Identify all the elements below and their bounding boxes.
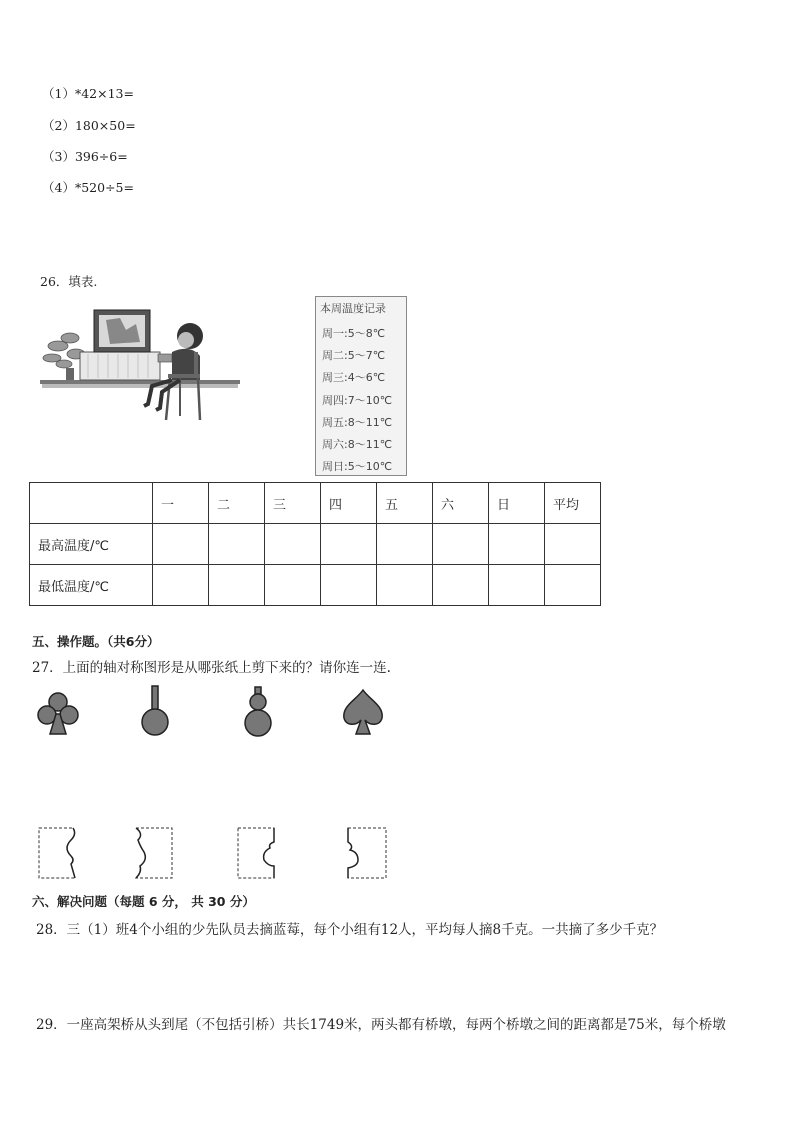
- record-line-sat: 周六:8～11℃: [322, 438, 393, 451]
- record-line-fri: 周五:8～11℃: [322, 416, 393, 429]
- paper-piece-2: [132, 826, 174, 880]
- row-label-max: 最高温度/℃: [30, 524, 153, 565]
- bulb-shape-icon: [140, 684, 170, 738]
- table-cell[interactable]: [265, 565, 321, 606]
- calc-2: （2）180×50=: [42, 118, 136, 133]
- paper-piece-1: [37, 826, 79, 880]
- record-line-thu: 周四:7～10℃: [322, 394, 393, 407]
- temperature-table: [29, 482, 601, 606]
- record-line-sun: 周日:5～10℃: [322, 460, 393, 473]
- table-cell[interactable]: [433, 524, 489, 565]
- table-header-cell: 一: [153, 483, 209, 524]
- record-line-tue: 周二:5～7℃: [322, 349, 386, 362]
- table-header-cell: 三: [265, 483, 321, 524]
- club-shape-icon: [36, 690, 80, 736]
- row-label-min: 最低温度/℃: [30, 565, 153, 606]
- record-title: 本周温度记录: [320, 302, 386, 315]
- child-watching-tv-illustration: [40, 308, 240, 424]
- q26-title: 26．填表.: [40, 274, 98, 289]
- spade-shape-icon: [340, 688, 386, 736]
- table-cell[interactable]: [209, 565, 265, 606]
- temperature-record-card: [315, 296, 407, 476]
- paper-piece-3: [236, 826, 278, 880]
- table-cell[interactable]: [489, 565, 545, 606]
- table-cell[interactable]: [377, 524, 433, 565]
- table-header-cell: 二: [209, 483, 265, 524]
- table-header-cell: 平均: [545, 483, 601, 524]
- table-cell[interactable]: [321, 565, 377, 606]
- table-header-cell: 六: [433, 483, 489, 524]
- table-cell[interactable]: [489, 524, 545, 565]
- q27-text: 27．上面的轴对称图形是从哪张纸上剪下来的？请你连一连.: [32, 660, 391, 676]
- table-cell[interactable]: [209, 524, 265, 565]
- paper-piece-4: [344, 826, 388, 880]
- table-header-cell: 五: [377, 483, 433, 524]
- table-cell[interactable]: [377, 565, 433, 606]
- table-cell[interactable]: [321, 524, 377, 565]
- table-cell[interactable]: [153, 524, 209, 565]
- table-cell[interactable]: [545, 565, 601, 606]
- gourd-shape-icon: [243, 686, 273, 738]
- record-line-wed: 周三:4～6℃: [322, 371, 386, 384]
- table-header-cell: 四: [321, 483, 377, 524]
- calc-1: （1）*42×13=: [42, 86, 134, 101]
- table-cell[interactable]: [433, 565, 489, 606]
- calc-4: （4）*520÷5=: [42, 180, 134, 195]
- q28-text: 28．三（1）班4个小组的少先队员去摘蓝莓，每个小组有12人，平均每人摘8千克。一共摘了多少千克？: [36, 922, 664, 938]
- table-header-cell: 日: [489, 483, 545, 524]
- table-cell[interactable]: [265, 524, 321, 565]
- section-6-heading: 六、解决问题（每题 6 分， 共 30 分）: [32, 894, 255, 909]
- table-header-row: [30, 483, 601, 524]
- record-line-mon: 周一:5～8℃: [322, 327, 386, 340]
- section-5-heading: 五、操作题。（共6分）: [32, 634, 160, 649]
- table-cell[interactable]: [153, 565, 209, 606]
- q29-text: 29．一座高架桥从头到尾（不包括引桥）共长1749米，两头都有桥墩，每两个桥墩之间的距离都是75米，每个桥墩: [36, 1017, 726, 1033]
- table-header-cell: [30, 483, 153, 524]
- calc-3: （3）396÷6=: [42, 149, 128, 164]
- table-row: [30, 565, 601, 606]
- table-row: [30, 524, 601, 565]
- table-cell[interactable]: [545, 524, 601, 565]
